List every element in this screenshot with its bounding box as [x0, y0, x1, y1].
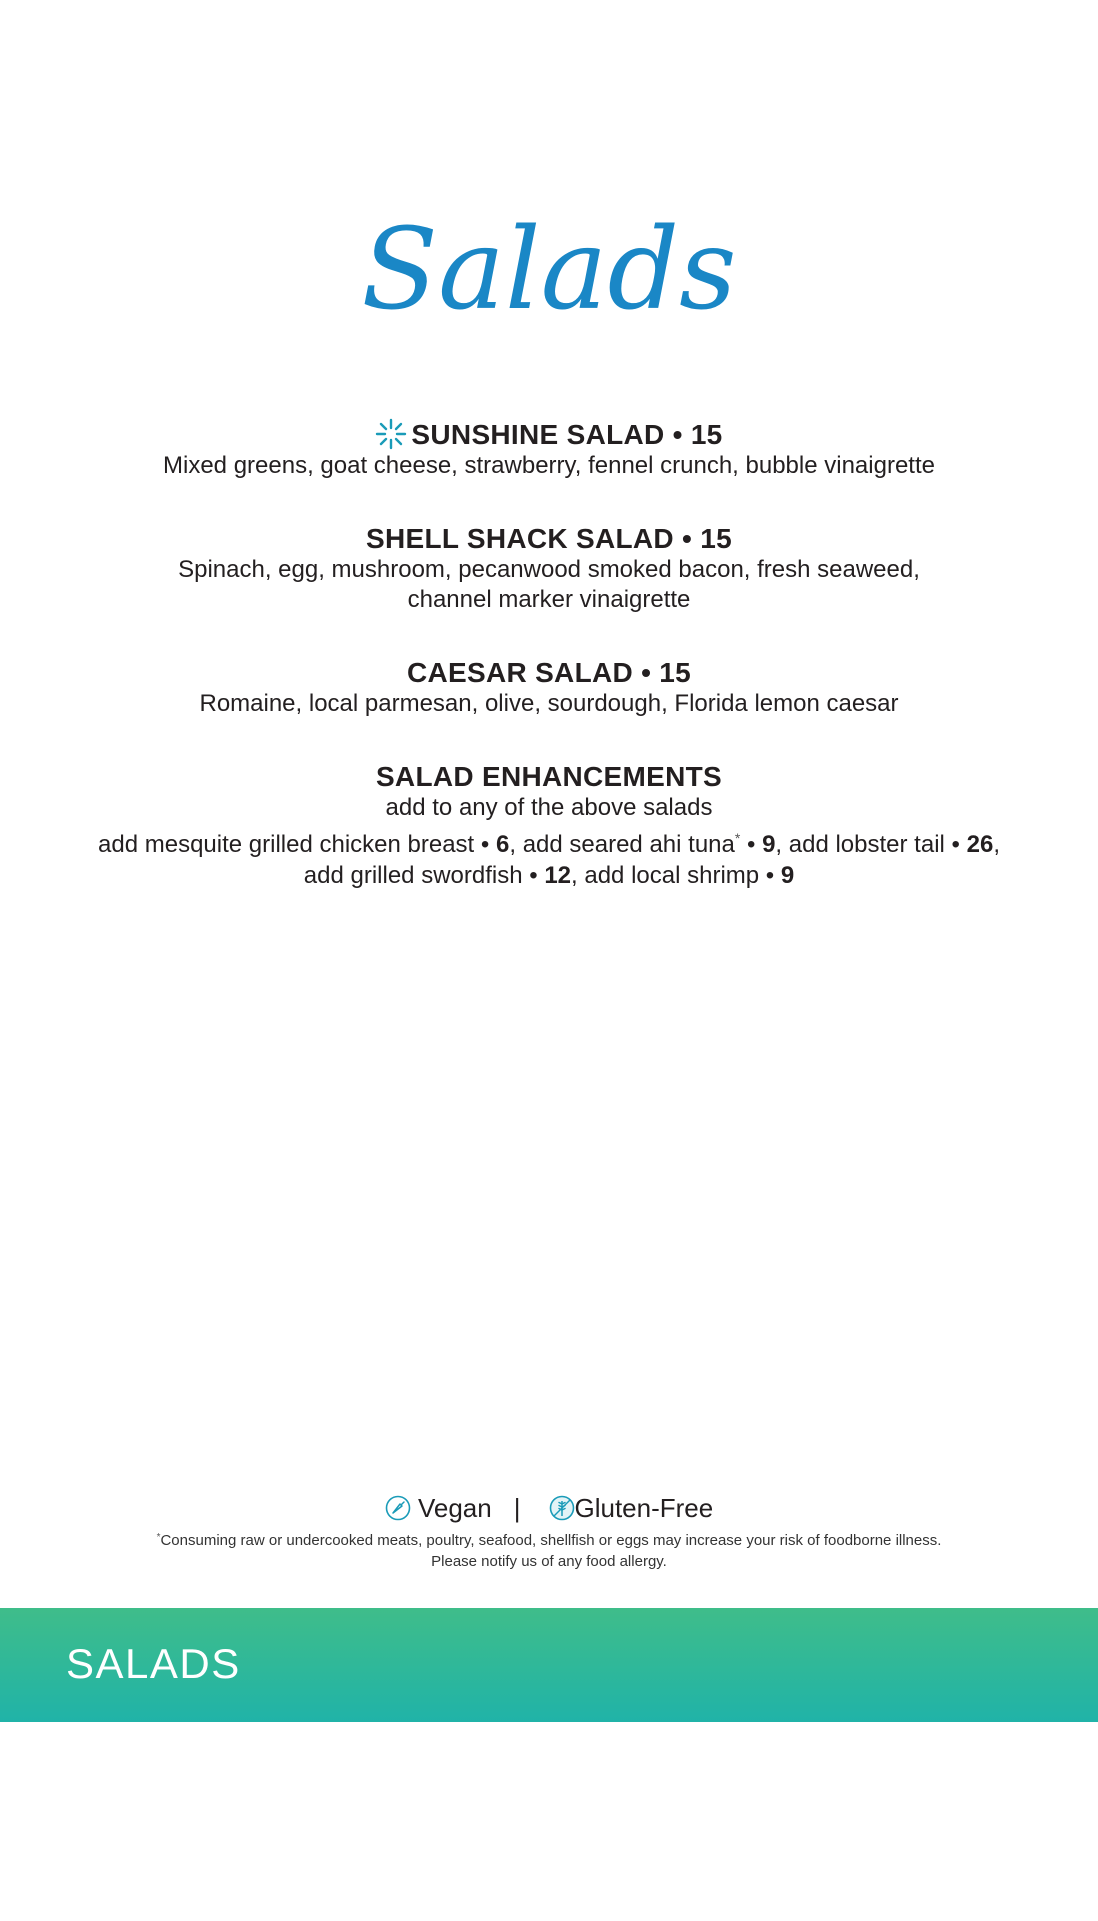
addon-label: add seared ahi tuna: [522, 831, 735, 858]
item-title: CAESAR SALAD • 15: [406, 657, 692, 688]
item-name: SHELL SHACK SALAD: [366, 523, 674, 554]
item-description: Romaine, local parmesan, olive, sourdough, Florida lemon caesar: [199, 690, 899, 717]
wheat-icon: [549, 1495, 575, 1521]
carrot-icon: [385, 1495, 411, 1521]
section-banner: [0, 1608, 1098, 1722]
asterisk-icon: *: [156, 1532, 161, 1543]
disclaimer-text: Consuming raw or undercooked meats, poultry, seafood, shellfish or eggs may increase your risk of foodborne illness.: [160, 1532, 942, 1549]
banner-label: SALADS: [66, 1640, 241, 1687]
menu-item: [0, 657, 1098, 719]
item-title: SUNSHINE SALAD • 15: [0, 418, 1098, 451]
enhancements-section: [0, 761, 1098, 891]
disclaimer-line: Please notify us of any food allergy.: [431, 1553, 667, 1570]
enhancements-subtitle: add to any of the above salads: [385, 794, 713, 821]
item-price: 15: [700, 523, 732, 554]
food-safety-disclaimer: [0, 1527, 1098, 1572]
addon-price: 26: [966, 831, 994, 858]
menu-list: [0, 418, 1098, 933]
gluten-free-label: Gluten-Free: [574, 1493, 714, 1523]
menu-item: [0, 418, 1098, 481]
item-description: channel marker vinaigrette: [407, 586, 691, 613]
vegan-label: Vegan: [417, 1493, 492, 1523]
sunburst-icon: [375, 418, 407, 450]
item-name: CAESAR SALAD: [406, 657, 634, 688]
item-title: SHELL SHACK SALAD • 15: [366, 523, 732, 554]
enhancements-title: SALAD ENHANCEMENTS: [375, 761, 723, 792]
item-description: Mixed greens, goat cheese, strawberry, fennel crunch, bubble vinaigrette: [163, 452, 935, 479]
page-title: Salads: [361, 205, 737, 335]
addon-price: 6: [495, 831, 510, 858]
item-price: 15: [659, 657, 692, 688]
enhancements-line: add mesquite grilled chicken breast • 6, add seared ahi tuna* • 9, add lobster tail • 26,: [98, 830, 1000, 858]
enhancements-line: add grilled swordfish • 12, add local shrimp • 9: [303, 862, 795, 889]
diet-legend: [0, 1492, 1098, 1524]
addon-label: add lobster tail: [788, 831, 945, 858]
disclaimer-line: [0, 1527, 1098, 1551]
addon-price: 9: [762, 831, 776, 858]
addon-label: add local shrimp: [584, 862, 760, 889]
addon-price: 12: [544, 862, 572, 889]
item-price: 15: [690, 419, 723, 450]
addon-price: 9: [780, 862, 795, 889]
legend-divider: |: [513, 1493, 521, 1523]
item-name: SUNSHINE SALAD: [411, 419, 665, 450]
item-description: Spinach, egg, mushroom, pecanwood smoked bacon, fresh seaweed,: [178, 556, 920, 583]
addon-label: add mesquite grilled chicken breast: [98, 831, 475, 858]
addon-label: add grilled swordfish: [303, 862, 523, 889]
asterisk-icon: *: [734, 830, 741, 846]
menu-item: [0, 523, 1098, 615]
